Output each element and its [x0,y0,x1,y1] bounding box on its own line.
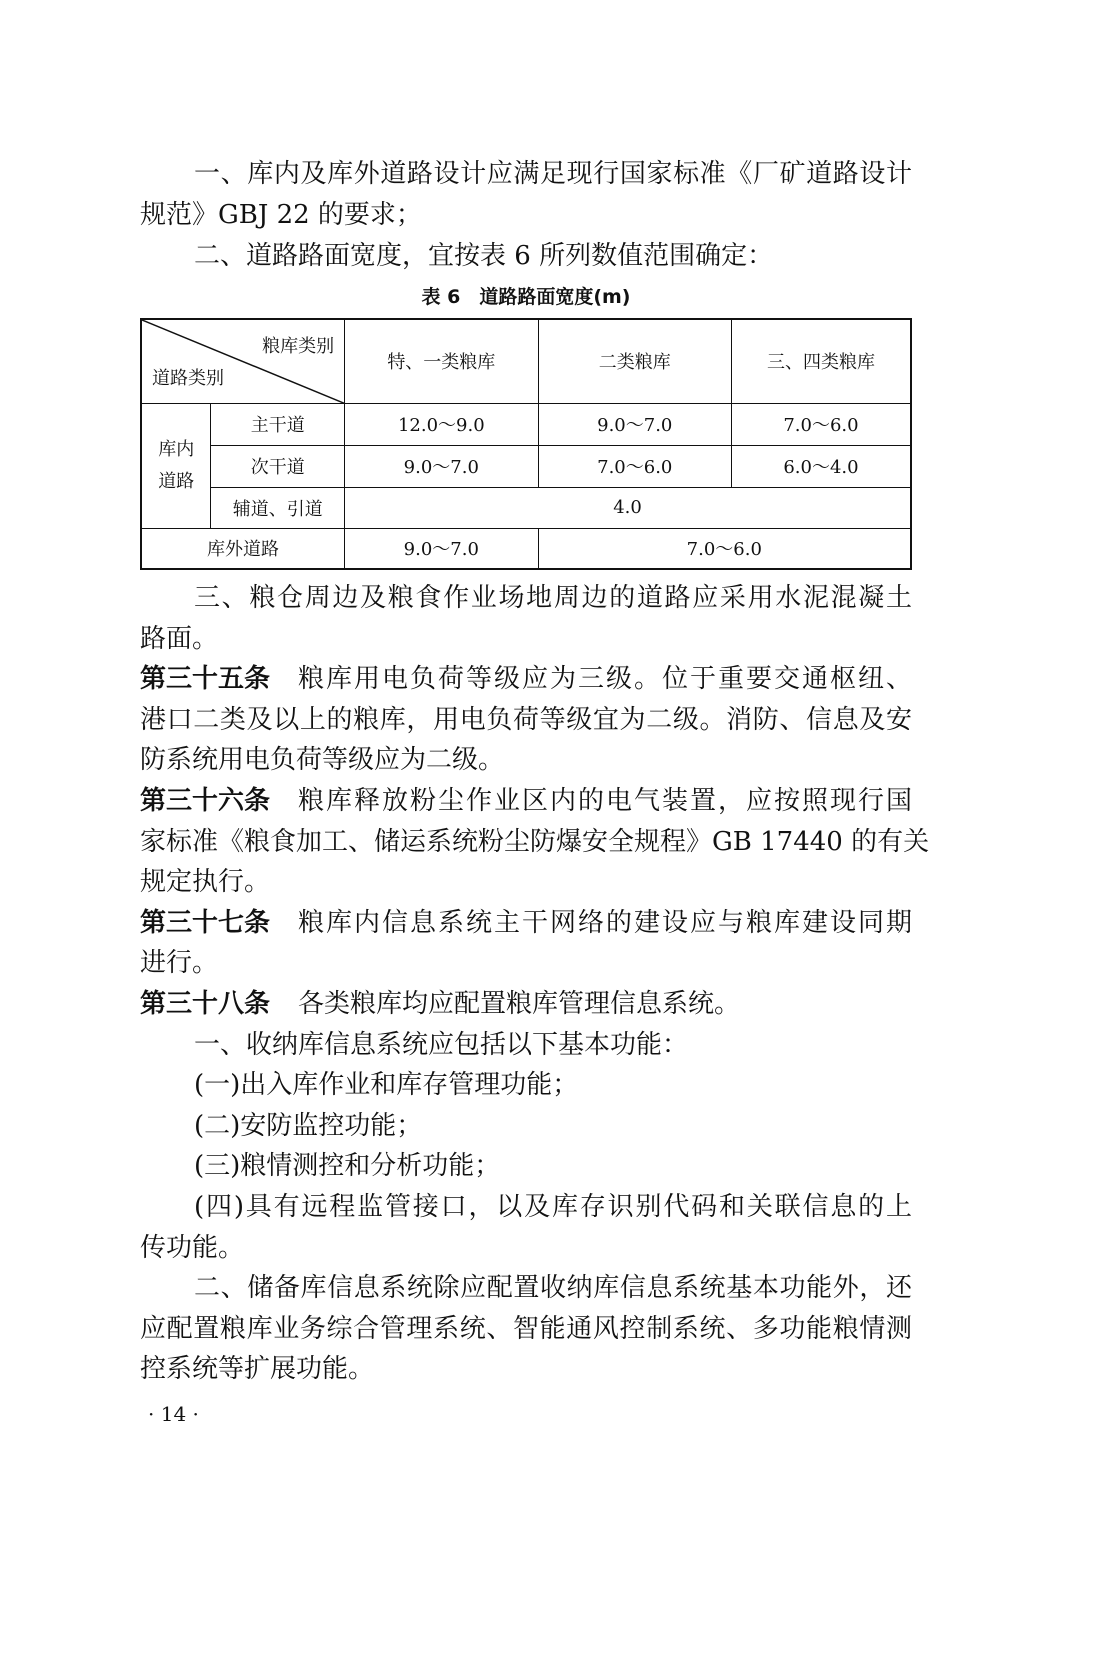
article-line [140,659,912,700]
row-label: 主干道 [211,403,345,445]
article-number: 第三十七条 [140,907,271,938]
article-text: 粮库用电负荷等级应为三级。位于重要交通枢纽、 [298,664,912,695]
table-row [141,487,911,528]
table-row [141,445,911,487]
article-number: 第三十八条 [140,989,271,1019]
paragraph-line: 二、储备库信息系统除应配置收纳库信息系统基本功能外，还 [194,1273,912,1304]
paragraph-line: (一)出入库作业和库存管理功能； [194,1070,579,1101]
table-header-row [141,319,911,403]
cell: 12.0～9.0 [345,403,538,445]
article-line [140,984,912,1025]
paragraph-line: 防系统用电负荷等级应为二级。 [140,745,505,776]
table-caption: 表 6 道路路面宽度(m) [421,286,631,308]
row-label: 次干道 [211,445,345,487]
article-text: 各类粮库均应配置粮库管理信息系统。 [298,989,741,1019]
paragraph-line: (二)安防监控功能； [194,1110,423,1141]
paragraph-line: 规定执行。 [140,867,271,898]
road-width-table [140,318,912,570]
cell: 7.0～6.0 [731,403,911,445]
paragraph-line: 路面。 [140,623,219,654]
column-header: 特、一类粮库 [345,319,538,403]
cell: 7.0～6.0 [538,528,911,569]
cell: 9.0～7.0 [538,403,731,445]
group-label: 库内道路 [141,403,211,528]
paragraph-line: 港口二类及以上的粮库，用电负荷等级宜为二级。消防、信息及安 [140,704,912,735]
paragraph-line: (四)具有远程监管接口，以及库存识别代码和关联信息的上 [194,1192,912,1222]
paragraph-line: 一、库内及库外道路设计应满足现行国家标准《厂矿道路设计 [194,159,912,189]
paragraph-line: 家标准《粮食加工、储运系统粉尘防爆安全规程》GB 17440 的有关 [140,826,930,857]
row-label: 库外道路 [141,528,345,569]
corner-top-label: 粮库类别 [262,336,335,358]
corner-header [141,319,345,403]
paragraph-line: 三、粮仓周边及粮食作业场地周边的道路应采用水泥混凝土 [194,583,912,613]
paragraph-line: 应配置粮库业务综合管理系统、智能通风控制系统、多功能粮情测 [140,1313,912,1344]
article-line [140,781,912,822]
table-row [141,528,911,569]
cell: 6.0～4.0 [731,445,911,487]
paragraph-line: 传功能。 [140,1232,245,1263]
cell: 4.0 [345,487,911,528]
article-number: 第三十六条 [140,786,271,816]
paragraph-line: 进行。 [140,948,219,979]
cell: 9.0～7.0 [345,445,538,487]
paragraph-line: 二、道路路面宽度，宜按表 6 所列数值范围确定： [194,241,774,271]
cell: 9.0～7.0 [345,528,538,569]
row-label: 辅道、引道 [211,487,345,528]
paragraph-line: 一、收纳库信息系统应包括以下基本功能： [194,1029,689,1060]
paragraph-line: 控系统等扩展功能。 [140,1354,375,1385]
paragraph-line: (三)粮情测控和分析功能； [194,1151,501,1182]
article-line [140,903,912,944]
article-number: 第三十五条 [140,664,271,695]
page-number: · 14 · [148,1402,199,1426]
paragraph-line: 规范》GBJ 22 的要求； [140,200,422,230]
column-header: 三、四类粮库 [731,319,911,403]
article-text: 粮库释放粉尘作业区内的电气装置，应按照现行国 [298,786,912,816]
table-row [141,403,911,445]
column-header: 二类粮库 [538,319,731,403]
cell: 7.0～6.0 [538,445,731,487]
corner-bottom-label: 道路类别 [152,368,224,390]
article-text: 粮库内信息系统主干网络的建设应与粮库建设同期 [298,907,912,938]
